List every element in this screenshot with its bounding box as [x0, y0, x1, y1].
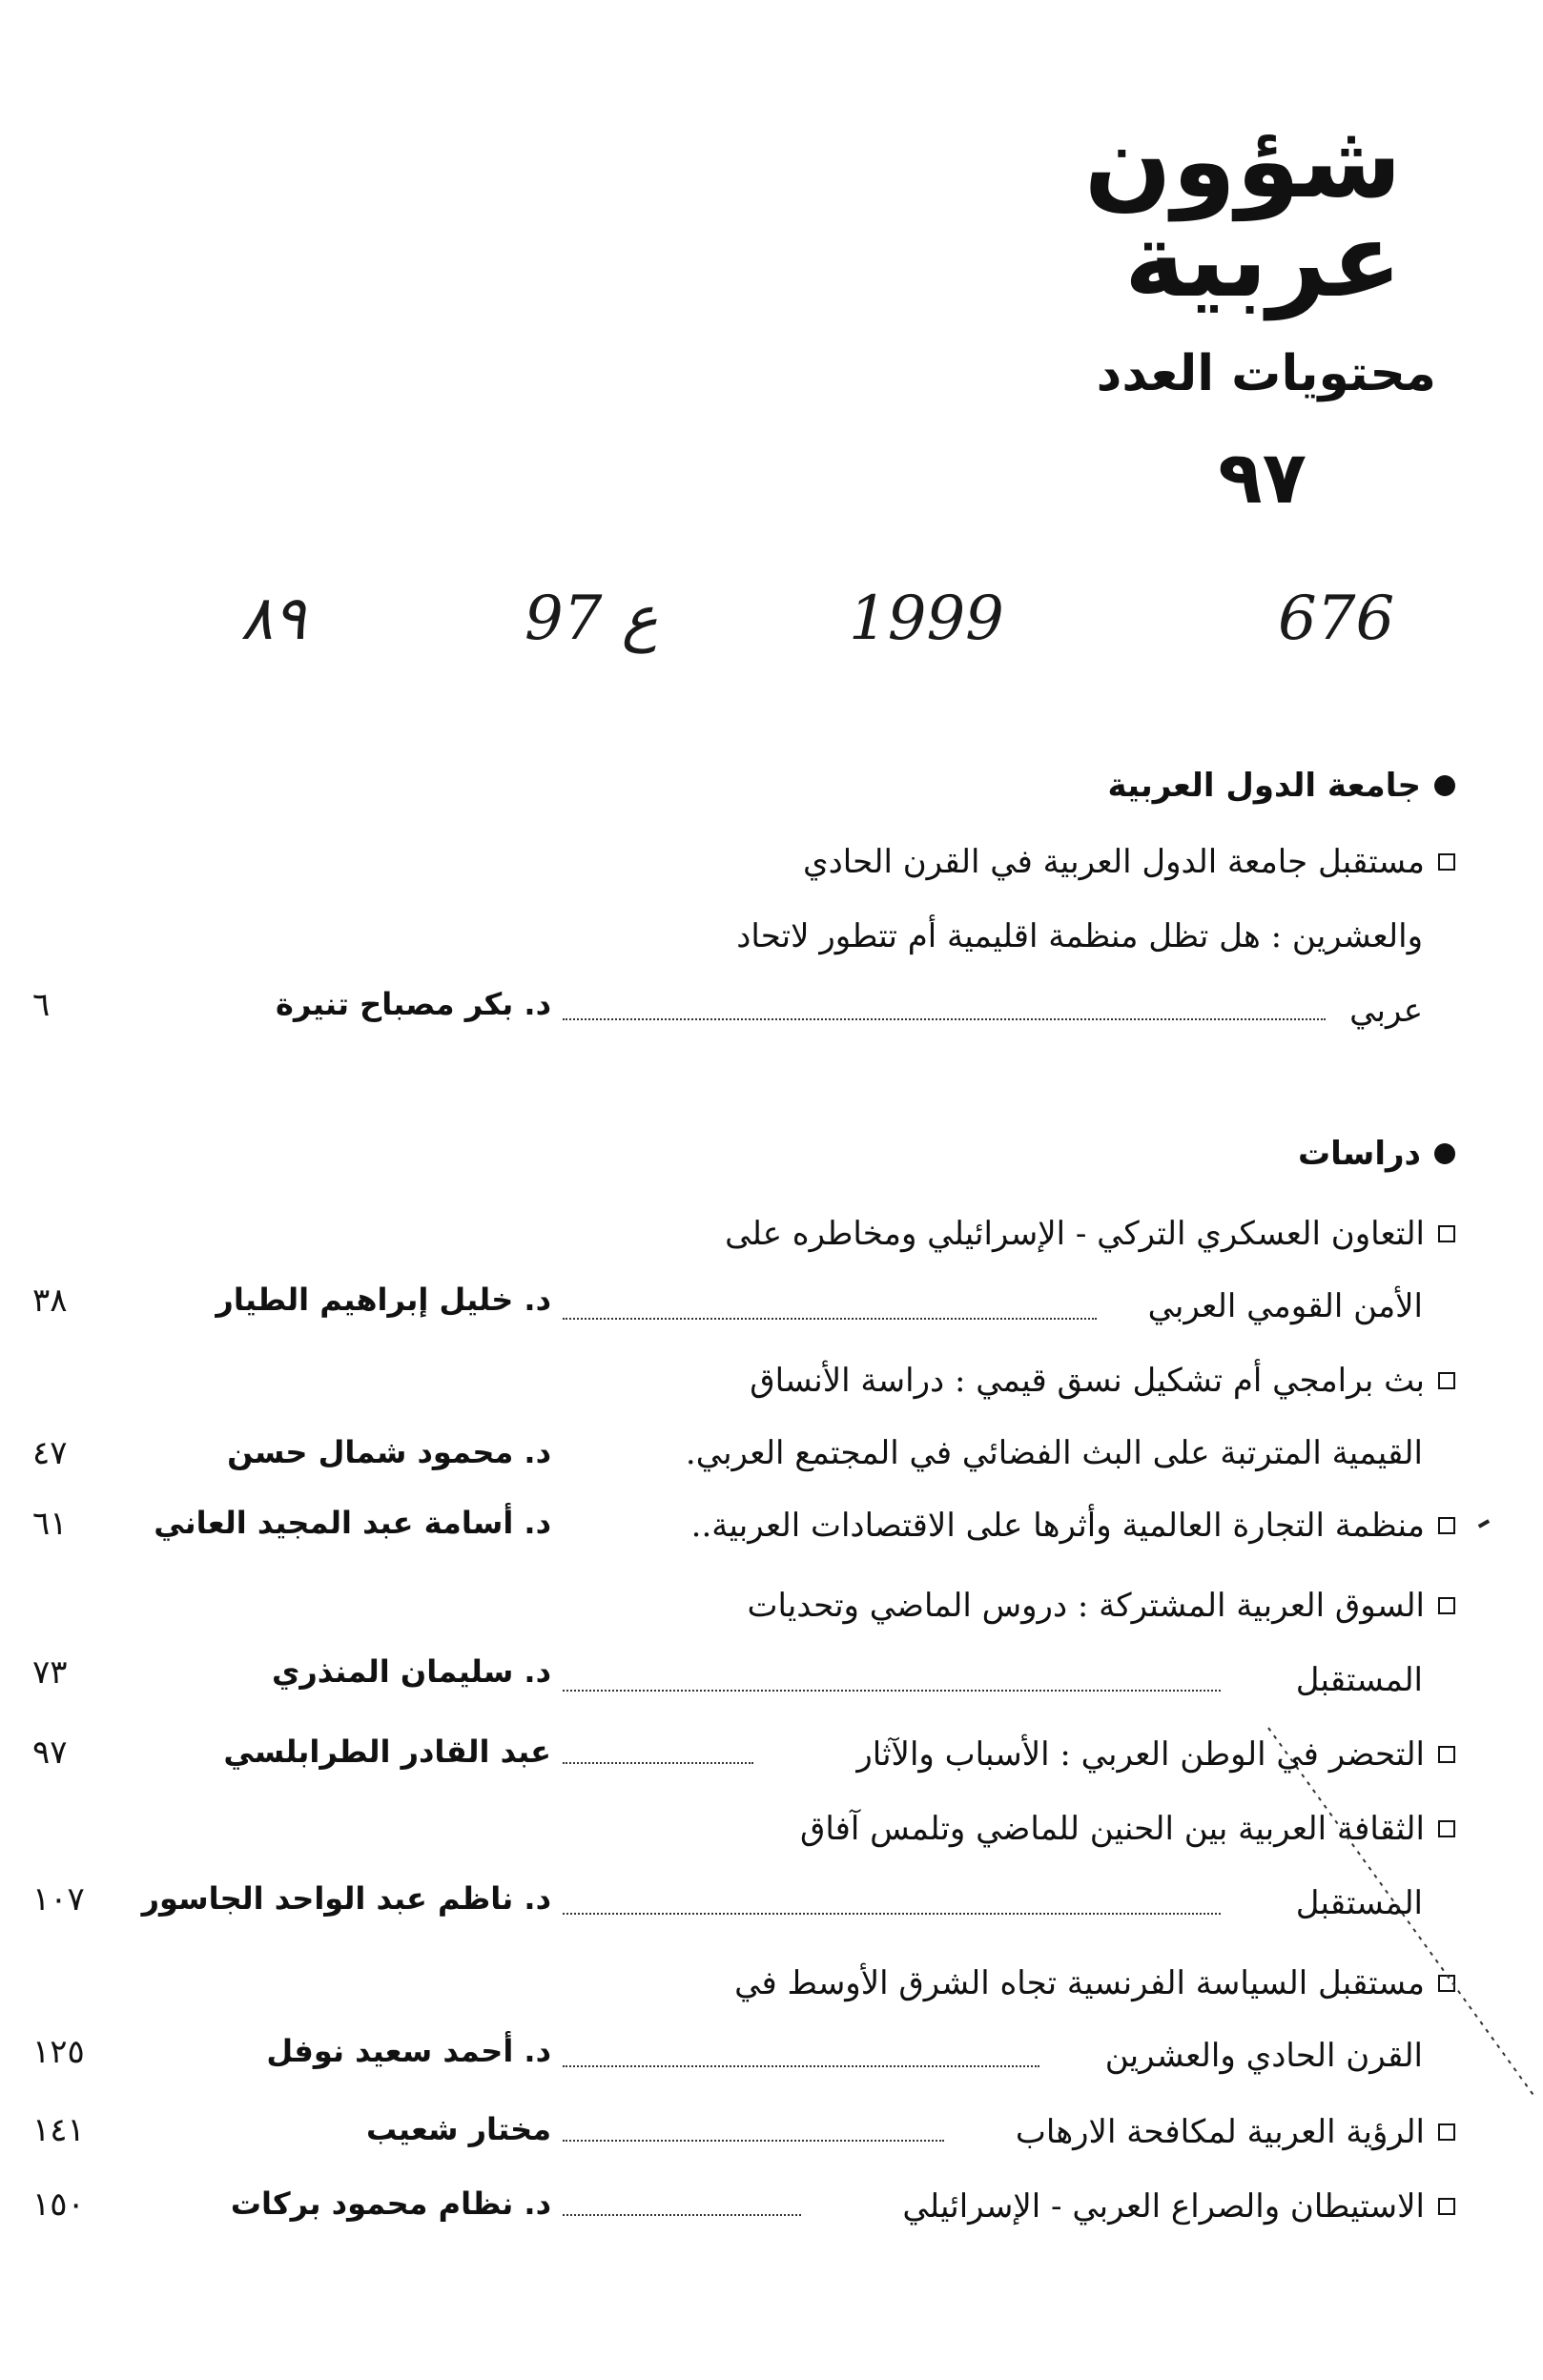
page-number: ٦	[32, 986, 51, 1024]
section-title-text: جامعة الدول العربية	[1107, 767, 1421, 805]
author-name: عبد القادر الطرابلسي	[223, 1734, 551, 1770]
toc-entry-line: الرؤية العربية لمكافحة الارهاب	[1016, 2113, 1455, 2151]
toc-entry-line: عربي	[1349, 992, 1423, 1030]
toc-entry-line: الثقافة العربية بين الحنين للماضي وتلمس آفاق	[800, 1810, 1455, 1848]
author-name: د. نظام محمود بركات	[230, 2185, 551, 2222]
toc-entry-line: السوق العربية المشتركة : دروس الماضي وتحديات	[747, 1587, 1455, 1625]
author-name: د. بكر مصباح تنيرة	[276, 986, 551, 1022]
page-number: ٩٧	[32, 1734, 68, 1772]
handwritten-note-3: 1999	[849, 584, 1004, 654]
handwritten-note-2: ع 97	[525, 584, 658, 654]
contents-heading: محتويات العدد	[1096, 345, 1436, 402]
page-number: ١٤١	[32, 2111, 85, 2149]
toc-entry-line: الأمن القومي العربي	[1147, 1287, 1423, 1325]
page-number: ٦١	[32, 1505, 68, 1543]
toc-entry-line: الاستيطان والصراع العربي - الإسرائيلي	[902, 2187, 1455, 2226]
author-name: د. سليمان المنذري	[272, 1653, 551, 1690]
handwritten-note-4: 676	[1278, 584, 1395, 654]
issue-number: ٩٧	[1218, 435, 1306, 520]
toc-entry-line: القرن الحادي والعشرين	[1104, 2037, 1423, 2075]
section-title-text: دراسات	[1297, 1135, 1421, 1173]
page-number: ١٥٠	[32, 2185, 85, 2224]
page-number: ١٠٧	[32, 1880, 85, 1918]
page-number: ١٢٥	[32, 2033, 85, 2071]
toc-entry-line: منظمة التجارة العالمية وأثرها على الاقتصادات العربية..	[691, 1507, 1455, 1545]
toc-entry-line: مستقبل جامعة الدول العربية في القرن الحادي	[803, 843, 1455, 881]
page-number: ٤٧	[32, 1434, 68, 1472]
toc-entry-line: المستقبل	[1295, 1884, 1423, 1922]
handwritten-note-1: ٨٩	[240, 584, 306, 654]
page-number: ٧٣	[32, 1653, 68, 1692]
author-name: د. محمود شمال حسن	[227, 1434, 551, 1470]
author-name: د. ناظم عبد الواحد الجاسور	[141, 1880, 551, 1917]
author-name: د. أحمد سعيد نوفل	[266, 2033, 551, 2069]
toc-entry-line: التعاون العسكري التركي - الإسرائيلي ومخاطره على	[725, 1215, 1455, 1253]
page-number: ٣٨	[32, 1282, 68, 1320]
toc-entry-line: التحضر في الوطن العربي : الأسباب والآثار	[856, 1735, 1455, 1774]
logo-line-2: عربية	[1123, 201, 1402, 320]
toc-entry-line: والعشرين : هل تظل منظمة اقليمية أم تتطور لاتحاد	[736, 917, 1423, 955]
toc-entry-line: مستقبل السياسة الفرنسية تجاه الشرق الأوسط في	[734, 1964, 1455, 2002]
author-name: د. خليل إبراهيم الطيار	[216, 1282, 551, 1318]
toc-entry-line: بث برامجي أم تشكيل نسق قيمي : دراسة الأنساق	[750, 1362, 1455, 1400]
logo-line-1: شؤون	[1083, 102, 1402, 221]
toc-entry-line: المستقبل	[1295, 1661, 1423, 1699]
author-name: مختار شعيب	[366, 2111, 551, 2147]
toc-entry-line: القيمية المترتبة على البث الفضائي في المجتمع العربي.	[685, 1434, 1423, 1472]
author-name: د. أسامة عبد المجيد العاني	[154, 1505, 551, 1541]
